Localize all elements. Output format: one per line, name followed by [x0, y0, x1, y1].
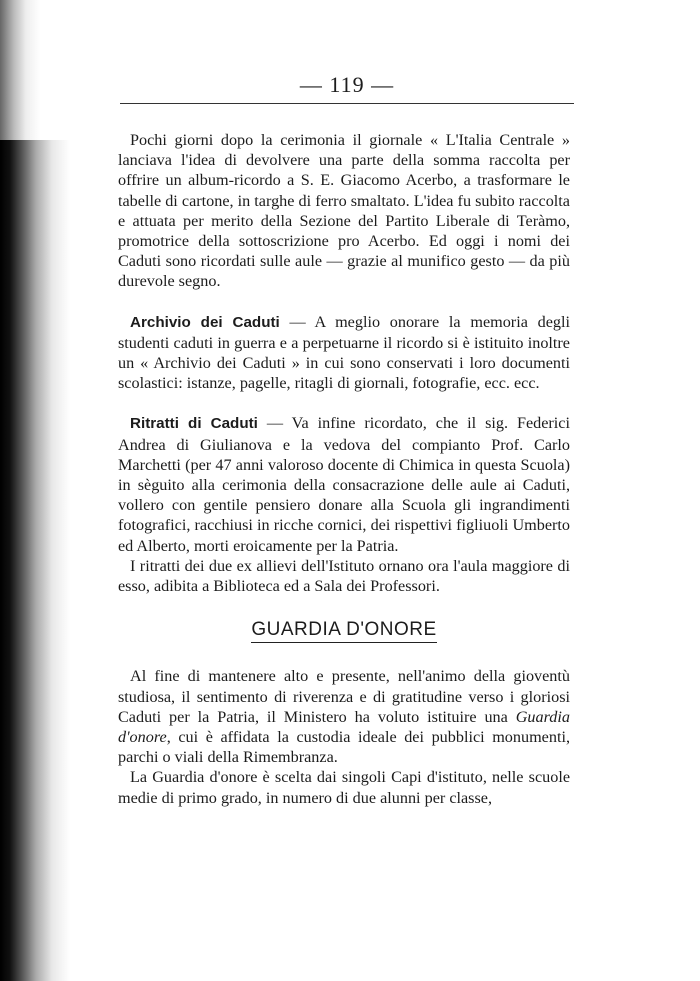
section-title-guardia-d-onore [118, 620, 570, 640]
page-edge-shadow [0, 0, 70, 981]
paragraph-album-ricordo: Pochi giorni dopo la cerimonia il giornale « L'Italia Centrale » lanciava l'idea di devolvere una parte della somma raccolta per offrire un album-ricordo a S. E. Giacomo Acerbo, a trasformare le tabelle di cartone, in targhe di ferro smaltato. L'idea fu subito raccolta e attuata per merito della Sezione del Partito Liberale di Teràmo, promotrice della sottoscrizione pro Acerbo. Ed oggi i nomi dei Caduti sono ricordati sulle aule — grazie al munifico gesto — da più durevole segno. [118, 131, 570, 291]
paragraph-guardia-text-before: Al fine di mantenere alto e presente, nell'animo della gioventù studiosa, il sentimento di riverenza e di gratitudine verso i gloriosi Caduti per la Patria, il Ministero ha voluto istituire una [118, 667, 570, 726]
header-rule [120, 103, 574, 104]
paragraph-archivio [118, 312, 570, 394]
page-edge-shadow-top [0, 0, 70, 140]
term-guardia-d-onore: Guardia d'onore [118, 707, 570, 747]
paragraph-ritratti [118, 413, 570, 555]
page-body [118, 130, 570, 808]
heading-ritratti-di-caduti: Ritratti di Caduti [130, 415, 258, 433]
paragraph-guardia-scelta: La Guardia d'onore è scelta dai singoli Capi d'istituto, nelle scuole medie di primo grado, in numero di due alunni per classe, [118, 768, 570, 807]
paragraph-ritratti-ubicazione: I ritratti dei due ex allievi dell'Istituto ornano ora l'aula maggiore di esso, adibita a Biblioteca ed a Sala dei Professori. [118, 556, 570, 596]
section-title-text: GUARDIA D'ONORE [251, 619, 436, 643]
paragraph-guardia-istituzione [118, 666, 570, 767]
paragraph-ritratti-text: — Va infine ricordato, che il sig. Federici Andrea di Giulianova e la vedova del compianto Prof. Carlo Marchetti (per 47 anni valoroso docente di Chimica in questa Scuola) in sèguito alla cerimonia della consacrazione delle aule ai Caduti, vollero con gentile pensiero donare alla Scuola gli ingrandimenti fotografici, racchiusi in ricche cornici, dei rispettivi figliuoli Umberto ed Alberto, morti eroicamente per la Patria. [118, 414, 570, 555]
page-number: — 119 — [299, 72, 395, 97]
paragraph-guardia-text-after: , cui è affidata la custodia ideale dei pubblici monumenti, parchi o viali della Rimembranza. [118, 728, 570, 767]
paragraph-archivio-text: — A meglio onorare la memoria degli studenti caduti in guerra e a perpetuarne il ricordo si è istituito inoltre un « Archivio dei Caduti » in cui sono conservati i loro documenti scolastici: istanze, pagelle, ritagli di giornali, fotografie, ecc. ecc. [118, 312, 570, 393]
heading-archivio-dei-caduti: Archivio dei Caduti [130, 313, 280, 331]
